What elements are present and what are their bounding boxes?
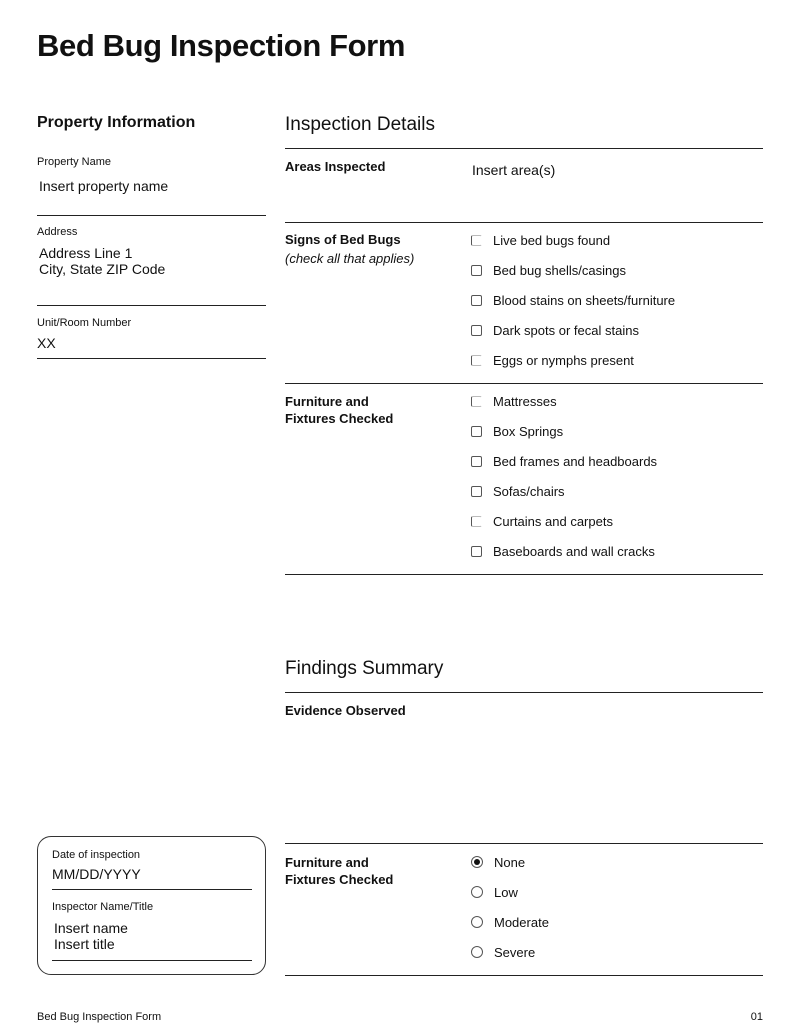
option-label: Baseboards and wall cracks [493, 543, 655, 559]
findings-summary-heading: Findings Summary [285, 658, 444, 679]
furniture-option-baseboards[interactable] [471, 543, 655, 559]
option-label: Curtains and carpets [493, 513, 613, 529]
option-label: Eggs or nymphs present [493, 352, 634, 368]
furniture-fixtures-label [285, 393, 393, 427]
radio[interactable] [471, 886, 483, 898]
label-line-2: Fixtures Checked [285, 411, 394, 426]
checkbox[interactable] [471, 396, 482, 407]
divider [52, 889, 252, 890]
property-information-heading: Property Information [37, 114, 196, 131]
address-field[interactable] [39, 245, 265, 277]
page-number: 01 [750, 1011, 763, 1023]
inspector-name-value: Insert name [54, 920, 128, 936]
option-label: Box Springs [493, 423, 564, 439]
radio[interactable] [471, 916, 483, 928]
divider [37, 358, 266, 359]
signs-option-shells[interactable] [471, 262, 626, 278]
divider [285, 692, 763, 693]
label-line-2: Fixtures Checked [285, 872, 394, 887]
radio[interactable] [471, 946, 483, 958]
furniture-option-sofas[interactable] [471, 483, 565, 499]
label-line-1: Furniture and [285, 394, 369, 409]
address-line-1: Address Line 1 [39, 245, 133, 261]
signs-of-bed-bugs-hint: (check all that applies) [285, 251, 415, 266]
furniture-option-box-springs[interactable] [471, 423, 563, 439]
signs-option-dark-spots[interactable] [471, 322, 639, 338]
divider [52, 960, 252, 961]
inspection-details-heading: Inspection Details [285, 114, 435, 135]
footer-title: Bed Bug Inspection Form [37, 1011, 162, 1023]
areas-inspected-field[interactable]: Insert area(s) [472, 162, 556, 178]
radio-selected[interactable] [471, 856, 483, 868]
option-label: Moderate [494, 914, 549, 930]
checkbox[interactable] [471, 426, 482, 437]
signs-of-bed-bugs-label: Signs of Bed Bugs [285, 232, 401, 247]
option-label: Blood stains on sheets/furniture [493, 292, 676, 308]
option-label: Sofas/chairs [493, 483, 565, 499]
option-label: None [494, 854, 526, 870]
furniture-option-mattresses[interactable] [471, 393, 557, 409]
divider [285, 975, 763, 976]
property-name-field[interactable]: Insert property name [39, 178, 169, 194]
checkbox[interactable] [471, 235, 482, 246]
severity-label [285, 854, 393, 888]
severity-option-low[interactable] [471, 884, 518, 900]
signs-option-eggs-nymphs[interactable] [471, 352, 634, 368]
checkbox[interactable] [471, 486, 482, 497]
page-title: Bed Bug Inspection Form [37, 28, 405, 63]
divider [37, 305, 266, 306]
option-label: Live bed bugs found [493, 232, 611, 248]
signs-option-live-bugs[interactable] [471, 232, 610, 248]
severity-option-severe[interactable] [471, 944, 535, 960]
divider [285, 222, 763, 223]
furniture-option-bed-frames[interactable] [471, 453, 657, 469]
unit-room-label: Unit/Room Number [37, 317, 132, 329]
checkbox[interactable] [471, 265, 482, 276]
option-label: Bed bug shells/casings [493, 262, 626, 278]
checkbox[interactable] [471, 325, 482, 336]
severity-option-moderate[interactable] [471, 914, 549, 930]
furniture-option-curtains[interactable] [471, 513, 613, 529]
severity-option-none[interactable] [471, 854, 525, 870]
option-label: Bed frames and headboards [493, 453, 658, 469]
unit-room-field[interactable]: XX [37, 335, 56, 351]
checkbox[interactable] [471, 546, 482, 557]
divider [285, 843, 763, 844]
evidence-observed-label: Evidence Observed [285, 703, 406, 718]
option-label: Dark spots or fecal stains [493, 322, 639, 338]
checkbox[interactable] [471, 516, 482, 527]
checkbox[interactable] [471, 355, 482, 366]
checkbox[interactable] [471, 295, 482, 306]
option-label: Severe [494, 944, 536, 960]
evidence-observed-field[interactable] [472, 702, 762, 832]
address-label: Address [37, 226, 78, 238]
divider [285, 383, 763, 384]
inspector-title-value: Insert title [54, 936, 115, 952]
date-of-inspection-label: Date of inspection [52, 849, 141, 861]
divider [37, 215, 266, 216]
areas-inspected-label: Areas Inspected [285, 159, 386, 174]
inspector-name-title-label: Inspector Name/Title [52, 901, 154, 913]
inspector-name-title-field[interactable] [54, 920, 252, 952]
divider [285, 574, 763, 575]
option-label: Mattresses [493, 393, 557, 409]
date-of-inspection-field[interactable]: MM/DD/YYYY [52, 866, 141, 882]
property-name-label: Property Name [37, 156, 111, 168]
checkbox[interactable] [471, 456, 482, 467]
address-line-2: City, State ZIP Code [39, 261, 166, 277]
label-line-1: Furniture and [285, 855, 369, 870]
option-label: Low [494, 884, 518, 900]
signs-option-blood-stains[interactable] [471, 292, 675, 308]
divider [285, 148, 763, 149]
